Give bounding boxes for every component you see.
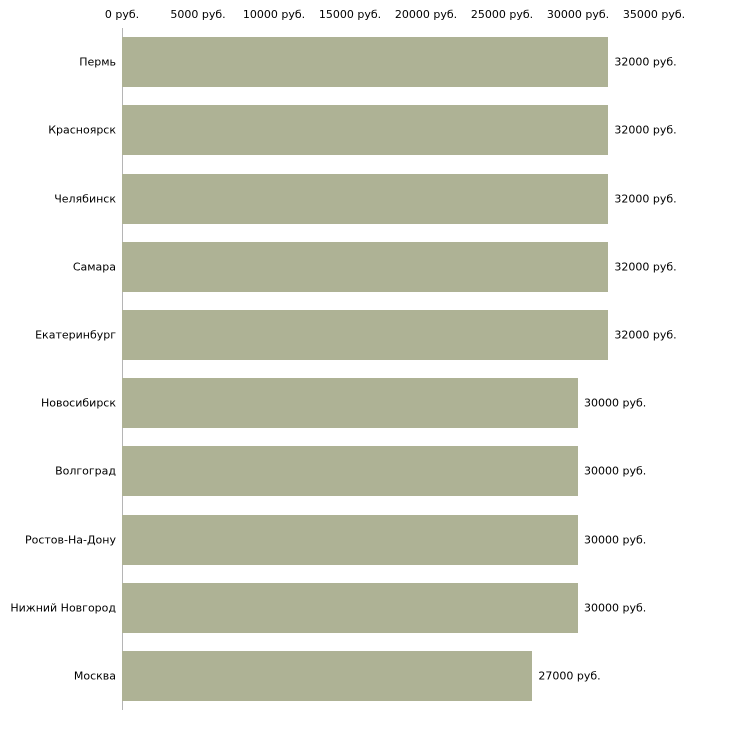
category-label: Нижний Новгород: [10, 601, 116, 615]
bar-row: [122, 105, 677, 155]
bar[interactable]: [122, 105, 608, 155]
x-tick-label: 30000 руб.: [546, 8, 610, 21]
bar[interactable]: [122, 583, 578, 633]
bar-value-label: 32000 руб.: [614, 260, 677, 274]
bar-row: [122, 651, 654, 701]
category-label: Новосибирск: [40, 396, 116, 410]
category-label: Ростов-На-Дону: [24, 533, 116, 546]
bar[interactable]: [122, 174, 608, 224]
bar-row: [122, 242, 677, 292]
category-label: Красноярск: [48, 123, 116, 137]
x-tick-label: 10000 руб.: [242, 8, 306, 21]
x-tick-label: 20000 руб.: [394, 8, 458, 21]
bar[interactable]: [122, 310, 608, 360]
bar-value-label: 30000 руб.: [584, 601, 647, 615]
x-tick-label: 0 руб.: [104, 8, 140, 21]
bar-value-label: 30000 руб.: [584, 533, 647, 546]
x-axis-ticks: [0, 0, 730, 28]
bar-row: [122, 174, 677, 224]
category-label: Екатеринбург: [35, 328, 116, 342]
bar[interactable]: [122, 378, 578, 428]
bar-row: [122, 583, 654, 633]
category-label: Волгоград: [55, 464, 116, 478]
bar-row: [122, 37, 677, 87]
x-tick-label: 15000 руб.: [318, 8, 382, 21]
bar[interactable]: [122, 515, 578, 565]
category-label: Самара: [72, 260, 116, 274]
x-tick-label: 35000 руб.: [622, 8, 686, 21]
bar[interactable]: [122, 651, 532, 701]
bar-value-label: 30000 руб.: [584, 464, 647, 478]
bar-value-label: 32000 руб.: [614, 328, 677, 342]
bar-row: [122, 446, 654, 496]
bar[interactable]: [122, 37, 608, 87]
bar-value-label: 30000 руб.: [584, 396, 647, 410]
bar-value-label: 32000 руб.: [614, 123, 677, 137]
x-tick-label: 25000 руб.: [470, 8, 534, 21]
bar-value-label: 32000 руб.: [614, 192, 677, 205]
bar-row: [122, 515, 654, 565]
bar[interactable]: [122, 446, 578, 496]
bar-row: [122, 310, 677, 360]
category-label: Пермь: [79, 55, 116, 69]
category-label: Москва: [73, 669, 116, 683]
bar-value-label: 32000 руб.: [614, 55, 677, 69]
category-label: Челябинск: [54, 192, 116, 205]
plot-area: [122, 28, 677, 710]
bar[interactable]: [122, 242, 608, 292]
bar-value-label: 27000 руб.: [538, 669, 601, 683]
bar-row: [122, 378, 654, 428]
x-tick-label: 5000 руб.: [170, 8, 226, 21]
